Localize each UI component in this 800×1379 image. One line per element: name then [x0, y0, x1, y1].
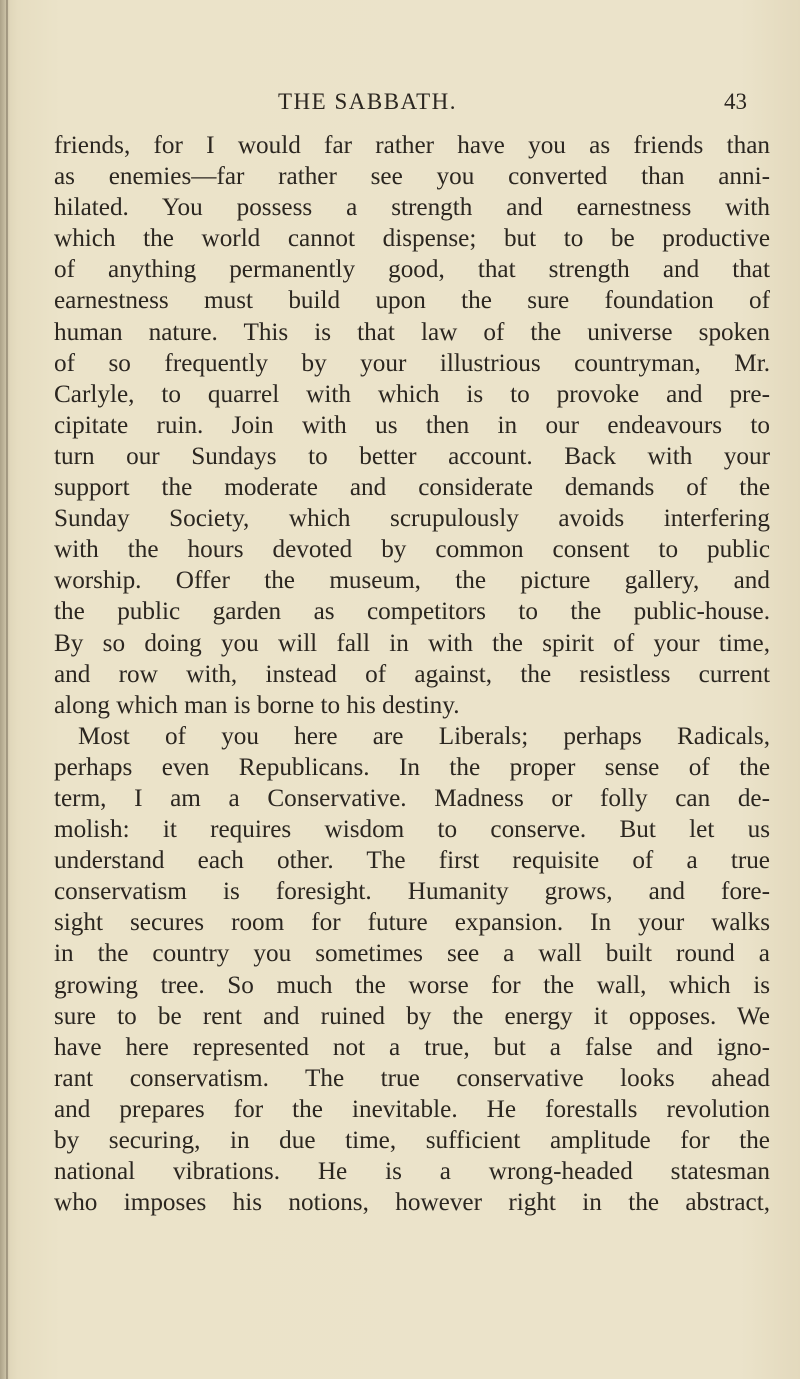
text-line: By so doing you will fall in with the spirit of your time,	[54, 629, 770, 657]
running-head	[0, 87, 800, 117]
text-line: by securing, in due time, sufficient amplitude for the	[54, 1127, 770, 1154]
text-line: which the world cannot dispense; but to be productive	[54, 225, 770, 253]
text-line: in the country you sometimes see a wall built round a	[54, 940, 770, 968]
text-line: worship. Offer the museum, the picture gallery, and	[54, 567, 770, 595]
text-line: sight secures room for future expansion. In your walks	[54, 909, 770, 937]
text-line: rant conservatism. The true conservative looks ahead	[54, 1064, 770, 1092]
text-line: earnestness must build upon the sure foundation of	[54, 287, 770, 315]
text-line: term, I am a Conservative. Madness or folly can de-	[54, 784, 770, 812]
text-line: cipitate ruin. Join with us then in our endeavours to	[54, 411, 770, 439]
paragraph-first-line: Most of you here are Liberals; perhaps Radicals,	[78, 722, 770, 750]
text-line: who imposes his notions, however right in the abstract,	[54, 1189, 770, 1217]
text-line: support the moderate and considerate demands of the	[54, 474, 770, 502]
page-edge	[6, 0, 8, 1379]
paragraph-last-line: along which man is borne to his destiny.	[54, 691, 460, 719]
running-title: THE SABBATH.	[278, 89, 458, 114]
text-line: friends, for I would far rather have you as friends than	[54, 132, 770, 159]
gutter-shadow	[0, 0, 10, 1379]
text-line: turn our Sundays to better account. Back with your	[54, 442, 770, 470]
text-line: the public garden as competitors to the public-house.	[54, 598, 770, 626]
text-line: growing tree. So much the worse for the wall, which is	[54, 971, 770, 999]
text-line: hilated. You possess a strength and earnestness with	[54, 194, 770, 222]
text-line: as enemies—far rather see you converted than anni-	[54, 163, 770, 191]
text-line: of so frequently by your illustrious countryman, Mr.	[54, 349, 770, 377]
text-line: sure to be rent and ruined by the energy it opposes. We	[54, 1002, 770, 1030]
text-line: molish: it requires wisdom to conserve. But let us	[54, 816, 770, 844]
text-line: with the hours devoted by common consent to public	[54, 536, 770, 564]
text-line: understand each other. The first requisite of a true	[54, 847, 770, 875]
text-line: and row with, instead of against, the resistless current	[54, 660, 770, 688]
text-line: have here represented not a true, but a false and igno-	[54, 1033, 770, 1061]
body-text	[54, 130, 770, 1218]
text-line: conservatism is foresight. Humanity grows, and fore-	[54, 878, 770, 906]
text-line: Sunday Society, which scrupulously avoids interfering	[54, 505, 770, 533]
text-line: and prepares for the inevitable. He forestalls revolution	[54, 1095, 770, 1123]
page-number: 43	[724, 89, 747, 114]
text-line: perhaps even Republicans. In the proper sense of the	[54, 753, 770, 781]
text-line: Carlyle, to quarrel with which is to provoke and pre-	[54, 380, 770, 408]
text-line: human nature. This is that law of the universe spoken	[54, 318, 770, 346]
text-line: of anything permanently good, that strength and that	[54, 256, 770, 284]
text-line: national vibrations. He is a wrong-headed statesman	[54, 1158, 770, 1186]
